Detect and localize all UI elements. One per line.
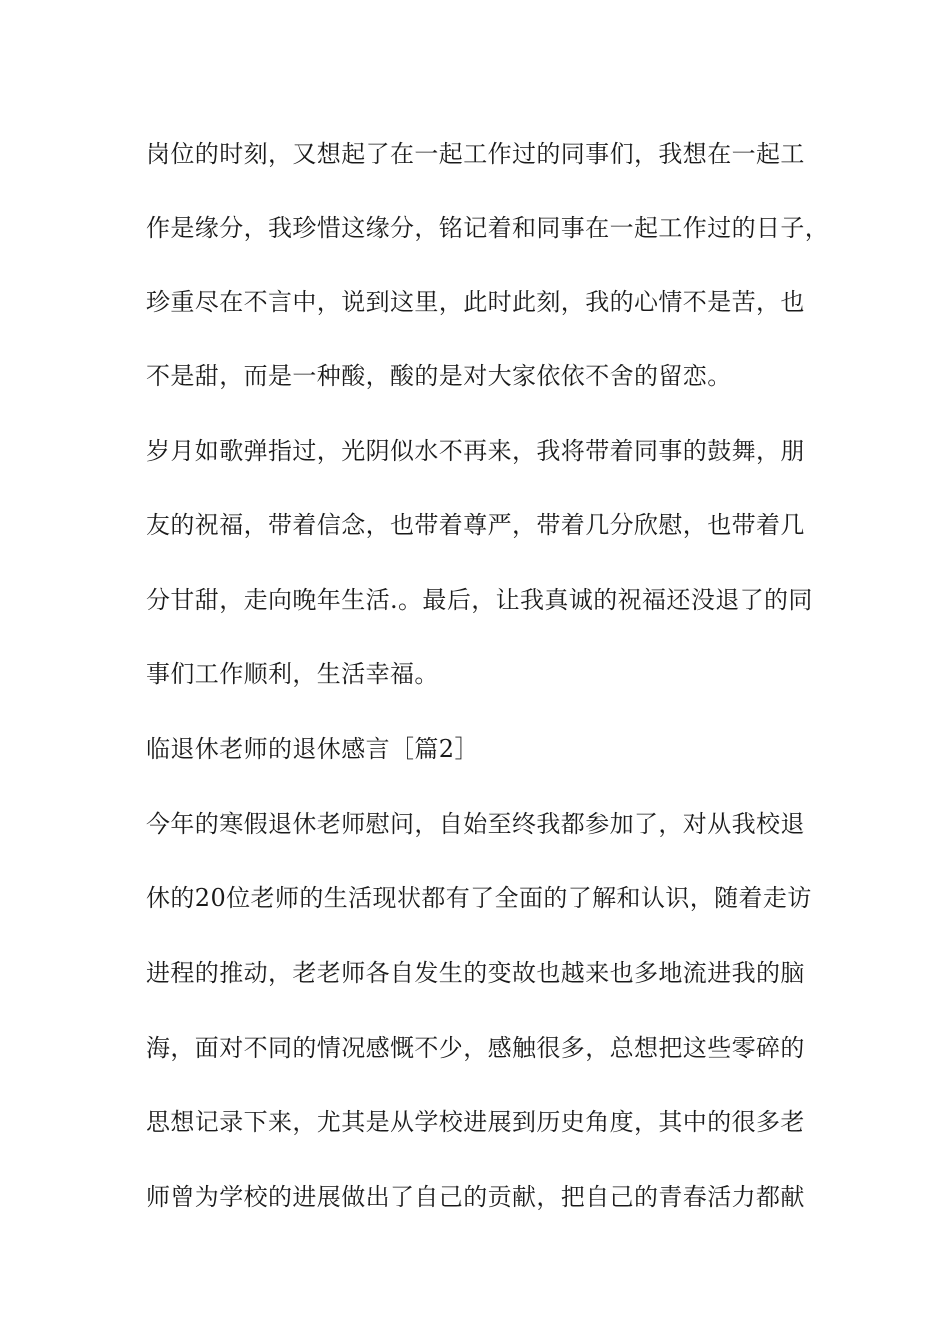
paragraph-line: 思想记录下来，尤其是从学校进展到历史角度，其中的很多老	[146, 1108, 805, 1136]
paragraph-line: 岗位的时刻，又想起了在一起工作过的同事们，我想在一起工	[146, 140, 805, 168]
paragraph-line: 海，面对不同的情况感慨不少，感触很多，总想把这些零碎的	[146, 1034, 805, 1062]
paragraph-line: 珍重尽在不言中，说到这里，此时此刻，我的心情不是苦，也	[146, 288, 805, 316]
paragraph-line: 友的祝福，带着信念，也带着尊严，带着几分欣慰，也带着几	[146, 511, 805, 539]
section-heading: 临退休老师的退休感言［篇2］	[146, 735, 479, 763]
paragraph-line: 作是缘分，我珍惜这缘分，铭记着和同事在一起工作过的日子，	[146, 214, 830, 242]
paragraph-line: 不是甜，而是一种酸，酸的是对大家依依不舍的留恋。	[146, 362, 732, 390]
paragraph-line: 事们工作顺利，生活幸福。	[146, 660, 439, 688]
paragraph-line: 进程的推动，老老师各自发生的变故也越来也多地流进我的脑	[146, 959, 805, 987]
paragraph-line: 分甘甜，走向晚年生活.。最后，让我真诚的祝福还没退了的同	[146, 586, 813, 614]
paragraph-line: 岁月如歌弹指过，光阴似水不再来，我将带着同事的鼓舞，朋	[146, 437, 805, 465]
paragraph-line: 今年的寒假退休老师慰问，自始至终我都参加了，对从我校退	[146, 810, 805, 838]
paragraph-line: 休的20位老师的生活现状都有了全面的了解和认识，随着走访	[146, 884, 812, 912]
paragraph-line: 师曾为学校的进展做出了自己的贡献，把自己的青春活力都献	[146, 1183, 805, 1211]
